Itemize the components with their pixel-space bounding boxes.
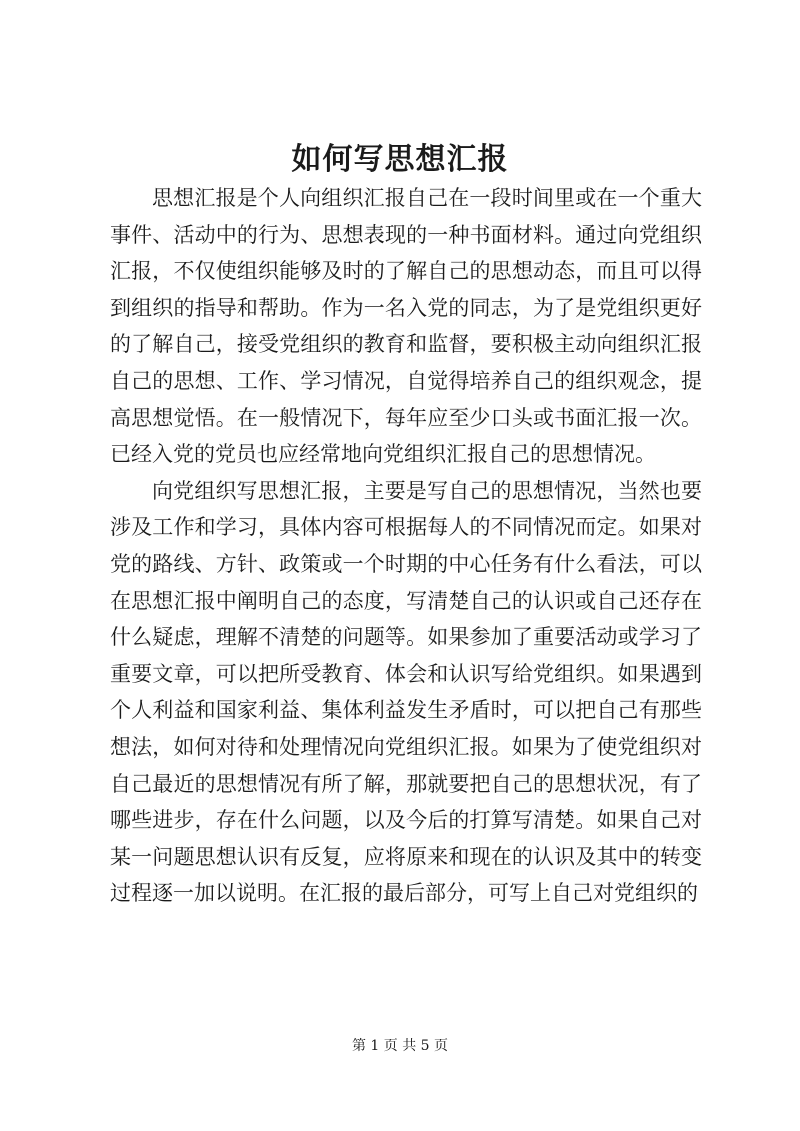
paragraph-2: 向党组织写思想汇报，主要是写自己的思想情况，当然也要涉及工作和学习，具体内容可根据每人的不同情况而定。如果对党的路线、方针、政策或一个时期的中心任务有什么看法，可以在思想汇报中阐明自己的态度，写清楚自己的认识或自己还存在什么疑虑，理解不清楚的问题等。如果参加了重要活动或学习了重要文章，可以把所受教育、体会和认识写给党组织。如果遇到个人利益和国家利益、集体利益发生矛盾时，可以把自己有那些想法，如何对待和处理情况向党组织汇报。如果为了使党组织对自己最近的思想情况有所了解，那就要把自己的思想状况，有了哪些进步，存在什么问题，以及今后的打算写清楚。如果自己对某一问题思想认识有反复，应将原来和现在的认识及其中的转变过程逐一加以说明。在汇报的最后部分，可写上自己对党组织的 [110, 478, 702, 906]
paragraph-1: 思想汇报是个人向组织汇报自己在一段时间里或在一个重大事件、活动中的行为、思想表现的一种书面材料。通过向党组织汇报，不仅使组织能够及时的了解自己的思想动态，而且可以得到组织的指导和帮助。作为一名入党的同志，为了是党组织更好的了解自己，接受党组织的教育和监督，要积极主动向组织汇报自己的思想、工作、学习情况，自觉得培养自己的组织观念，提高思想觉悟。在一般情况下，每年应至少口头或书面汇报一次。已经入党的党员也应经常地向党组织汇报自己的思想情况。 [110, 186, 702, 467]
page-title: 如何写思想汇报 [291, 142, 509, 177]
document-body [110, 180, 702, 912]
page-footer: 第 1 页 共 5 页 [351, 1038, 449, 1054]
